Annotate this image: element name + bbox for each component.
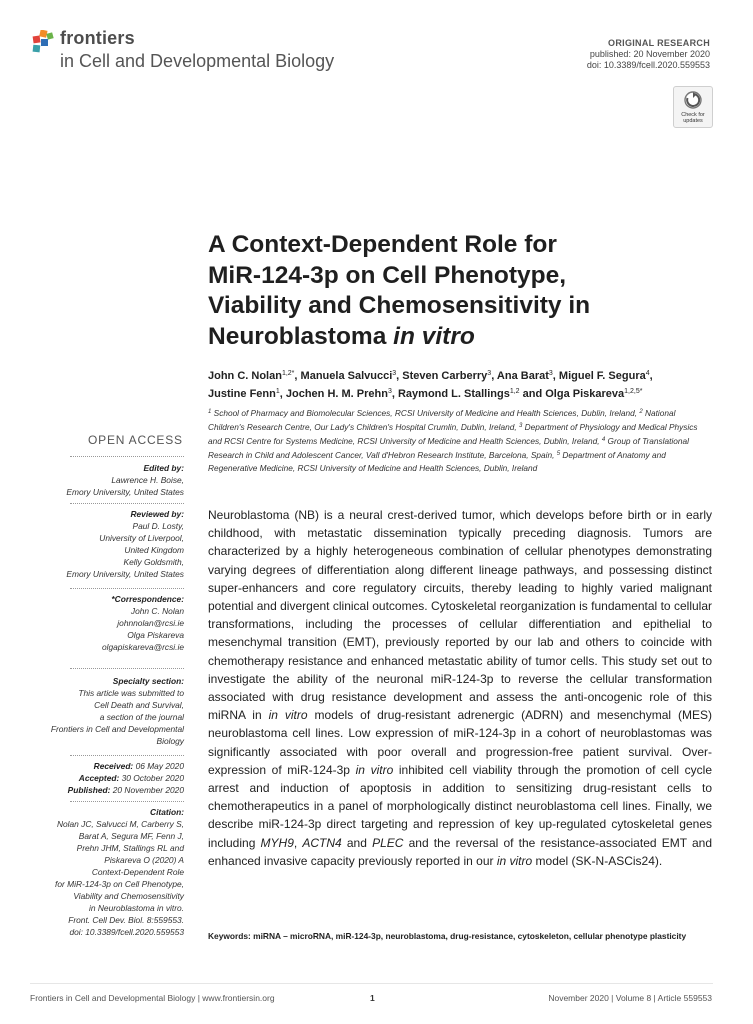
citation-section: Citation: Nolan JC, Salvucci M, Carberry S, Barat A, Segura MF, Fenn J, Prehn JHM, Stallings RL and Piskareva O (2020) A Context-Dependent Role for MiR-124-3p on Cell Phenotype, Viability and Chemosensitivity in Neuroblastoma in vitro. Front. Cell Dev. Biol. 8:559553. doi: 10.3389/fcell.2020.559553 bbox=[55, 807, 184, 937]
article-type: ORIGINAL RESEARCH bbox=[608, 38, 710, 48]
check-for-updates-badge[interactable] bbox=[673, 86, 713, 128]
update-check-icon bbox=[684, 91, 702, 109]
specialty-section: Specialty section: This article was submitted to Cell Death and Survival, a section of the journal Frontiers in Cell and Developmental Biology bbox=[50, 676, 184, 746]
title-line: A Context-Dependent Role for bbox=[208, 231, 557, 258]
footer-issue-info: November 2020 | Volume 8 | Article 559553 bbox=[548, 993, 712, 1003]
author-list: John C. Nolan$^{1,2*}$, Manuela Salvucci$^3$, Steven Carberry$^3$, Ana Barat$^3$, Miguel F. Segura$^4$, Justine Fenn$^1$, Jochen H. M. Prehn$^3$, Raymond L. Stallings$^{1,2}$ and Olga Piskareva$^{1,2,5*}$ bbox=[208, 370, 653, 400]
title-line: MiR-124-3p on Cell Phenotype, bbox=[208, 261, 567, 289]
email-link[interactable]: johnnolan@rcsi.ie bbox=[117, 618, 184, 628]
author[interactable]: Steven Carberry$^3$ bbox=[402, 370, 492, 382]
check-updates-label: Check for updates bbox=[681, 112, 705, 124]
abstract: Neuroblastoma (NB) is a neural crest-derived tumor, which develops before birth or in early childhood, with metastatic dissemination typically preceding diagnosis. Tumors are characterized by a highly heterogeneous combination of cellular phenotypes demonstrating varying degrees of differentiation along different lineage pathways, and possessing distinct super-enhancers and core regulatory circuits, thereby leading to highly varied malignant potential and divergent clinical outcomes. Cytoskeletal reorganization is fundamental to cellular transformations, including the processes of cellular differentiation and epithelial to mesenchymal transition (EMT), previously reported by our lab and others to coincide with chemotherapy resistance and enhanced metastatic ability of tumor cells. This study set out to investigate the ability of the neuronal miR-124-3p to reverse the cellular transformation associated with drug resistance development and assess the anti-oncogenic role of this miRNA in in vitro models of drug-resistant adrenergic (ADRN) and mesenchymal (MES) neuroblastoma cell lines. Low expression of miR-124-3p in a cohort of neuroblastomas was significantly associated with poor overall and progression-free patient survival. Over-expression of miR-124-3p in vitro inhibited cell viability through the promotion of cell cycle arrest and induction of apoptosis in addition to sensitizing drug-resistant cells to chemotherapeutics in a panel of morphologically distinct neuroblastoma cell lines. Finally, we describe miR-124-3p direct targeting and repression of key up-regulated cytoskeletal genes including MYH9, ACTN4 and PLEC and the reversal of the resistance-associated EMT and enhanced invasive capacity previously reported in our in vitro model (SK-N-ASCis24). bbox=[208, 508, 713, 868]
author[interactable]: Ana Barat$^3$ bbox=[496, 370, 553, 382]
reviewed-by-section: Reviewed by: Paul D. Losty, University of Liverpool, United Kingdom Kelly Goldsmith, Emory University, United States bbox=[66, 509, 184, 579]
author[interactable]: Justine Fenn$^1$ bbox=[208, 388, 280, 400]
page-number: 1 bbox=[370, 993, 375, 1003]
author[interactable]: Jochen H. M. Prehn$^3$ bbox=[285, 388, 392, 400]
published-date: published: 20 November 2020 bbox=[589, 49, 710, 59]
journal-logo[interactable] bbox=[30, 26, 340, 82]
correspondence-section: *Correspondence: John C. Nolan johnnolan@rcsi.ie Olga Piskareva olgapiskareva@rcsi.ie bbox=[14, 593, 184, 653]
author[interactable]: Raymond L. Stallings$^{1,2}$ bbox=[397, 388, 520, 400]
sidebar-divider bbox=[70, 755, 184, 756]
journal-name: in Cell and Developmental Biology bbox=[60, 51, 335, 71]
sidebar-divider bbox=[70, 668, 184, 669]
sidebar-divider bbox=[70, 456, 184, 457]
doi[interactable]: doi: 10.3389/fcell.2020.559553 bbox=[586, 60, 710, 70]
email-link[interactable]: olgapiskareva@rcsi.ie bbox=[101, 642, 184, 652]
article-meta bbox=[587, 38, 710, 71]
open-access-label: OPEN ACCESS bbox=[88, 433, 183, 447]
frontiers-logo-icon bbox=[30, 30, 56, 54]
sidebar-divider bbox=[70, 588, 184, 589]
author[interactable]: Olga Piskareva$^{1,2,5*}$ bbox=[545, 388, 643, 400]
keywords: Keywords: miRNA – microRNA, miR-124-3p, neuroblastoma, drug-resistance, cytoskeleton, cellular phenotype plasticity bbox=[208, 931, 687, 941]
dates-section: Received: 06 May 2020 Accepted: 30 October 2020 Published: 20 November 2020 bbox=[67, 761, 184, 795]
sidebar-divider bbox=[70, 801, 184, 802]
logo-wordmark: frontiers bbox=[60, 28, 135, 48]
author[interactable]: John C. Nolan$^{1,2*}$ bbox=[208, 370, 295, 382]
edited-by-section: Edited by: Lawrence H. Boise, Emory University, United States bbox=[66, 463, 184, 497]
title-line: Viability and Chemosensitivity in bbox=[208, 292, 591, 319]
footer-divider bbox=[30, 983, 713, 984]
affiliations: $^1$ School of Pharmacy and Biomolecular Sciences, RCSI University of Medicine and Health Sciences, Dublin, Ireland, $^2$ National Children's Research Centre, Our Lady's Children's Hospital Crumlin, Dublin, Ireland, $^3$ Department of Physiology and Medical Physics and RCSI Centre for Systems Medicine, RCSI University of Medicine and Health Sciences, Dublin, Ireland, $^4$ Group of Translational Research in Child and Adolescent Cancer, Vall d'Hebron Research Institute, Barcelona, Spain, $^5$ Department of Anatomy and Regenerative Medicine, RCSI University of Medicine and Health Sciences, Dublin, Ireland bbox=[208, 408, 698, 473]
sidebar-divider bbox=[70, 503, 184, 504]
footer-journal-link[interactable]: Frontiers in Cell and Developmental Biology | www.frontiersin.org bbox=[30, 993, 275, 1003]
author[interactable]: Manuela Salvucci$^3$ bbox=[300, 370, 397, 382]
title-line: Neuroblastoma in vitro bbox=[208, 322, 475, 350]
article-title bbox=[208, 230, 708, 352]
author[interactable]: Miguel F. Segura$^4$ bbox=[558, 370, 650, 382]
